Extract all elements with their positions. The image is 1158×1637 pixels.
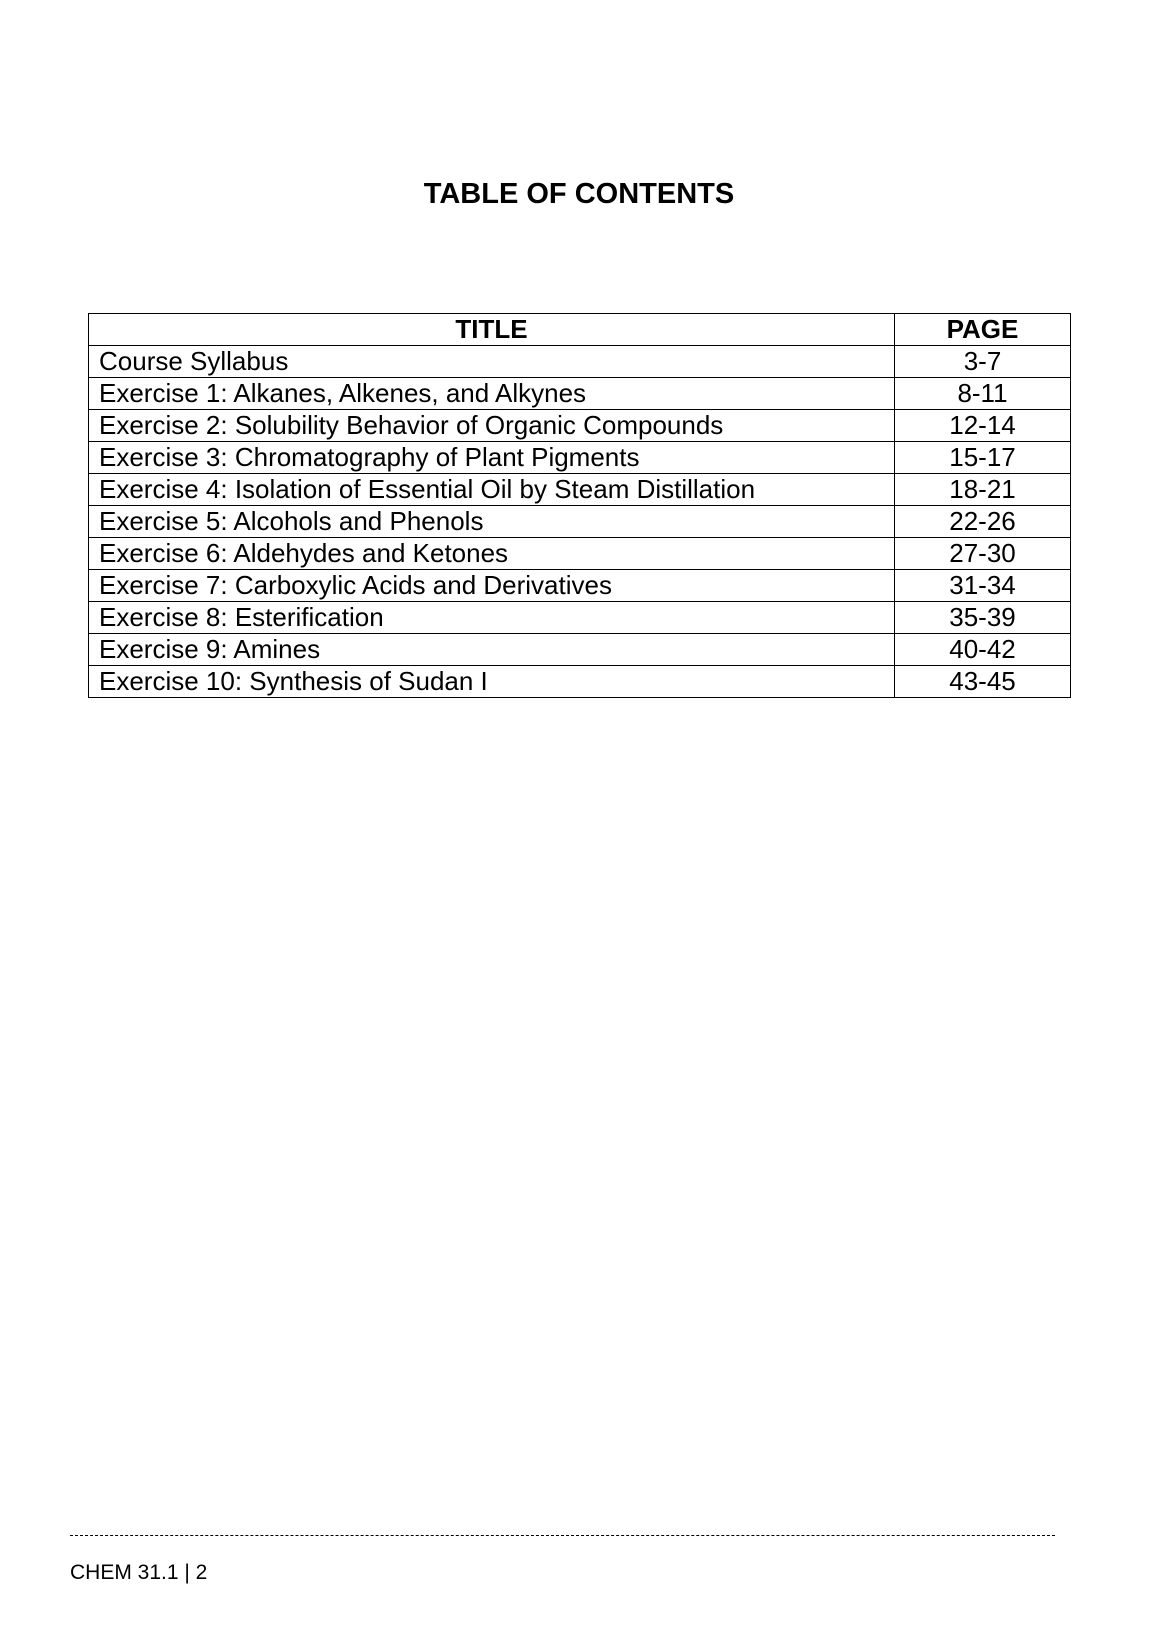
toc-entry-title: Exercise 4: Isolation of Essential Oil by Steam Distillation [89,474,895,506]
toc-entry-page: 3-7 [895,346,1071,378]
table-row [89,378,1071,410]
table-row [89,442,1071,474]
toc-table [88,313,1071,698]
table-row [89,602,1071,634]
toc-entry-page: 40-42 [895,634,1071,666]
footer-divider [70,1535,1055,1536]
table-row [89,570,1071,602]
table-row [89,666,1071,698]
toc-entry-page: 35-39 [895,602,1071,634]
toc-entry-page: 8-11 [895,378,1071,410]
footer-page-label: CHEM 31.1 | 2 [70,1561,208,1584]
toc-entry-page: 27-30 [895,538,1071,570]
toc-entry-title: Exercise 2: Solubility Behavior of Organic Compounds [89,410,895,442]
table-row [89,346,1071,378]
toc-entry-title: Exercise 5: Alcohols and Phenols [89,506,895,538]
toc-entry-page: 22-26 [895,506,1071,538]
toc-entry-page: 18-21 [895,474,1071,506]
table-row [89,634,1071,666]
table-row [89,410,1071,442]
toc-header-page: PAGE [895,314,1071,346]
toc-entry-title: Exercise 1: Alkanes, Alkenes, and Alkynes [89,378,895,410]
toc-entry-page: 15-17 [895,442,1071,474]
table-row [89,506,1071,538]
table-row [89,474,1071,506]
toc-entry-title: Exercise 3: Chromatography of Plant Pigments [89,442,895,474]
toc-entry-title: Exercise 8: Esterification [89,602,895,634]
toc-entry-title: Exercise 9: Amines [89,634,895,666]
toc-entry-page: 12-14 [895,410,1071,442]
toc-entry-title: Exercise 6: Aldehydes and Ketones [89,538,895,570]
toc-header-title: TITLE [89,314,895,346]
toc-entry-title: Course Syllabus [89,346,895,378]
toc-body [89,346,1071,698]
toc-entry-title: Exercise 7: Carboxylic Acids and Derivatives [89,570,895,602]
page-title: TABLE OF CONTENTS [423,178,735,210]
table-row [89,538,1071,570]
toc-entry-title: Exercise 10: Synthesis of Sudan I [89,666,895,698]
toc-entry-page: 31-34 [895,570,1071,602]
toc-entry-page: 43-45 [895,666,1071,698]
toc-header-row [89,314,1071,346]
